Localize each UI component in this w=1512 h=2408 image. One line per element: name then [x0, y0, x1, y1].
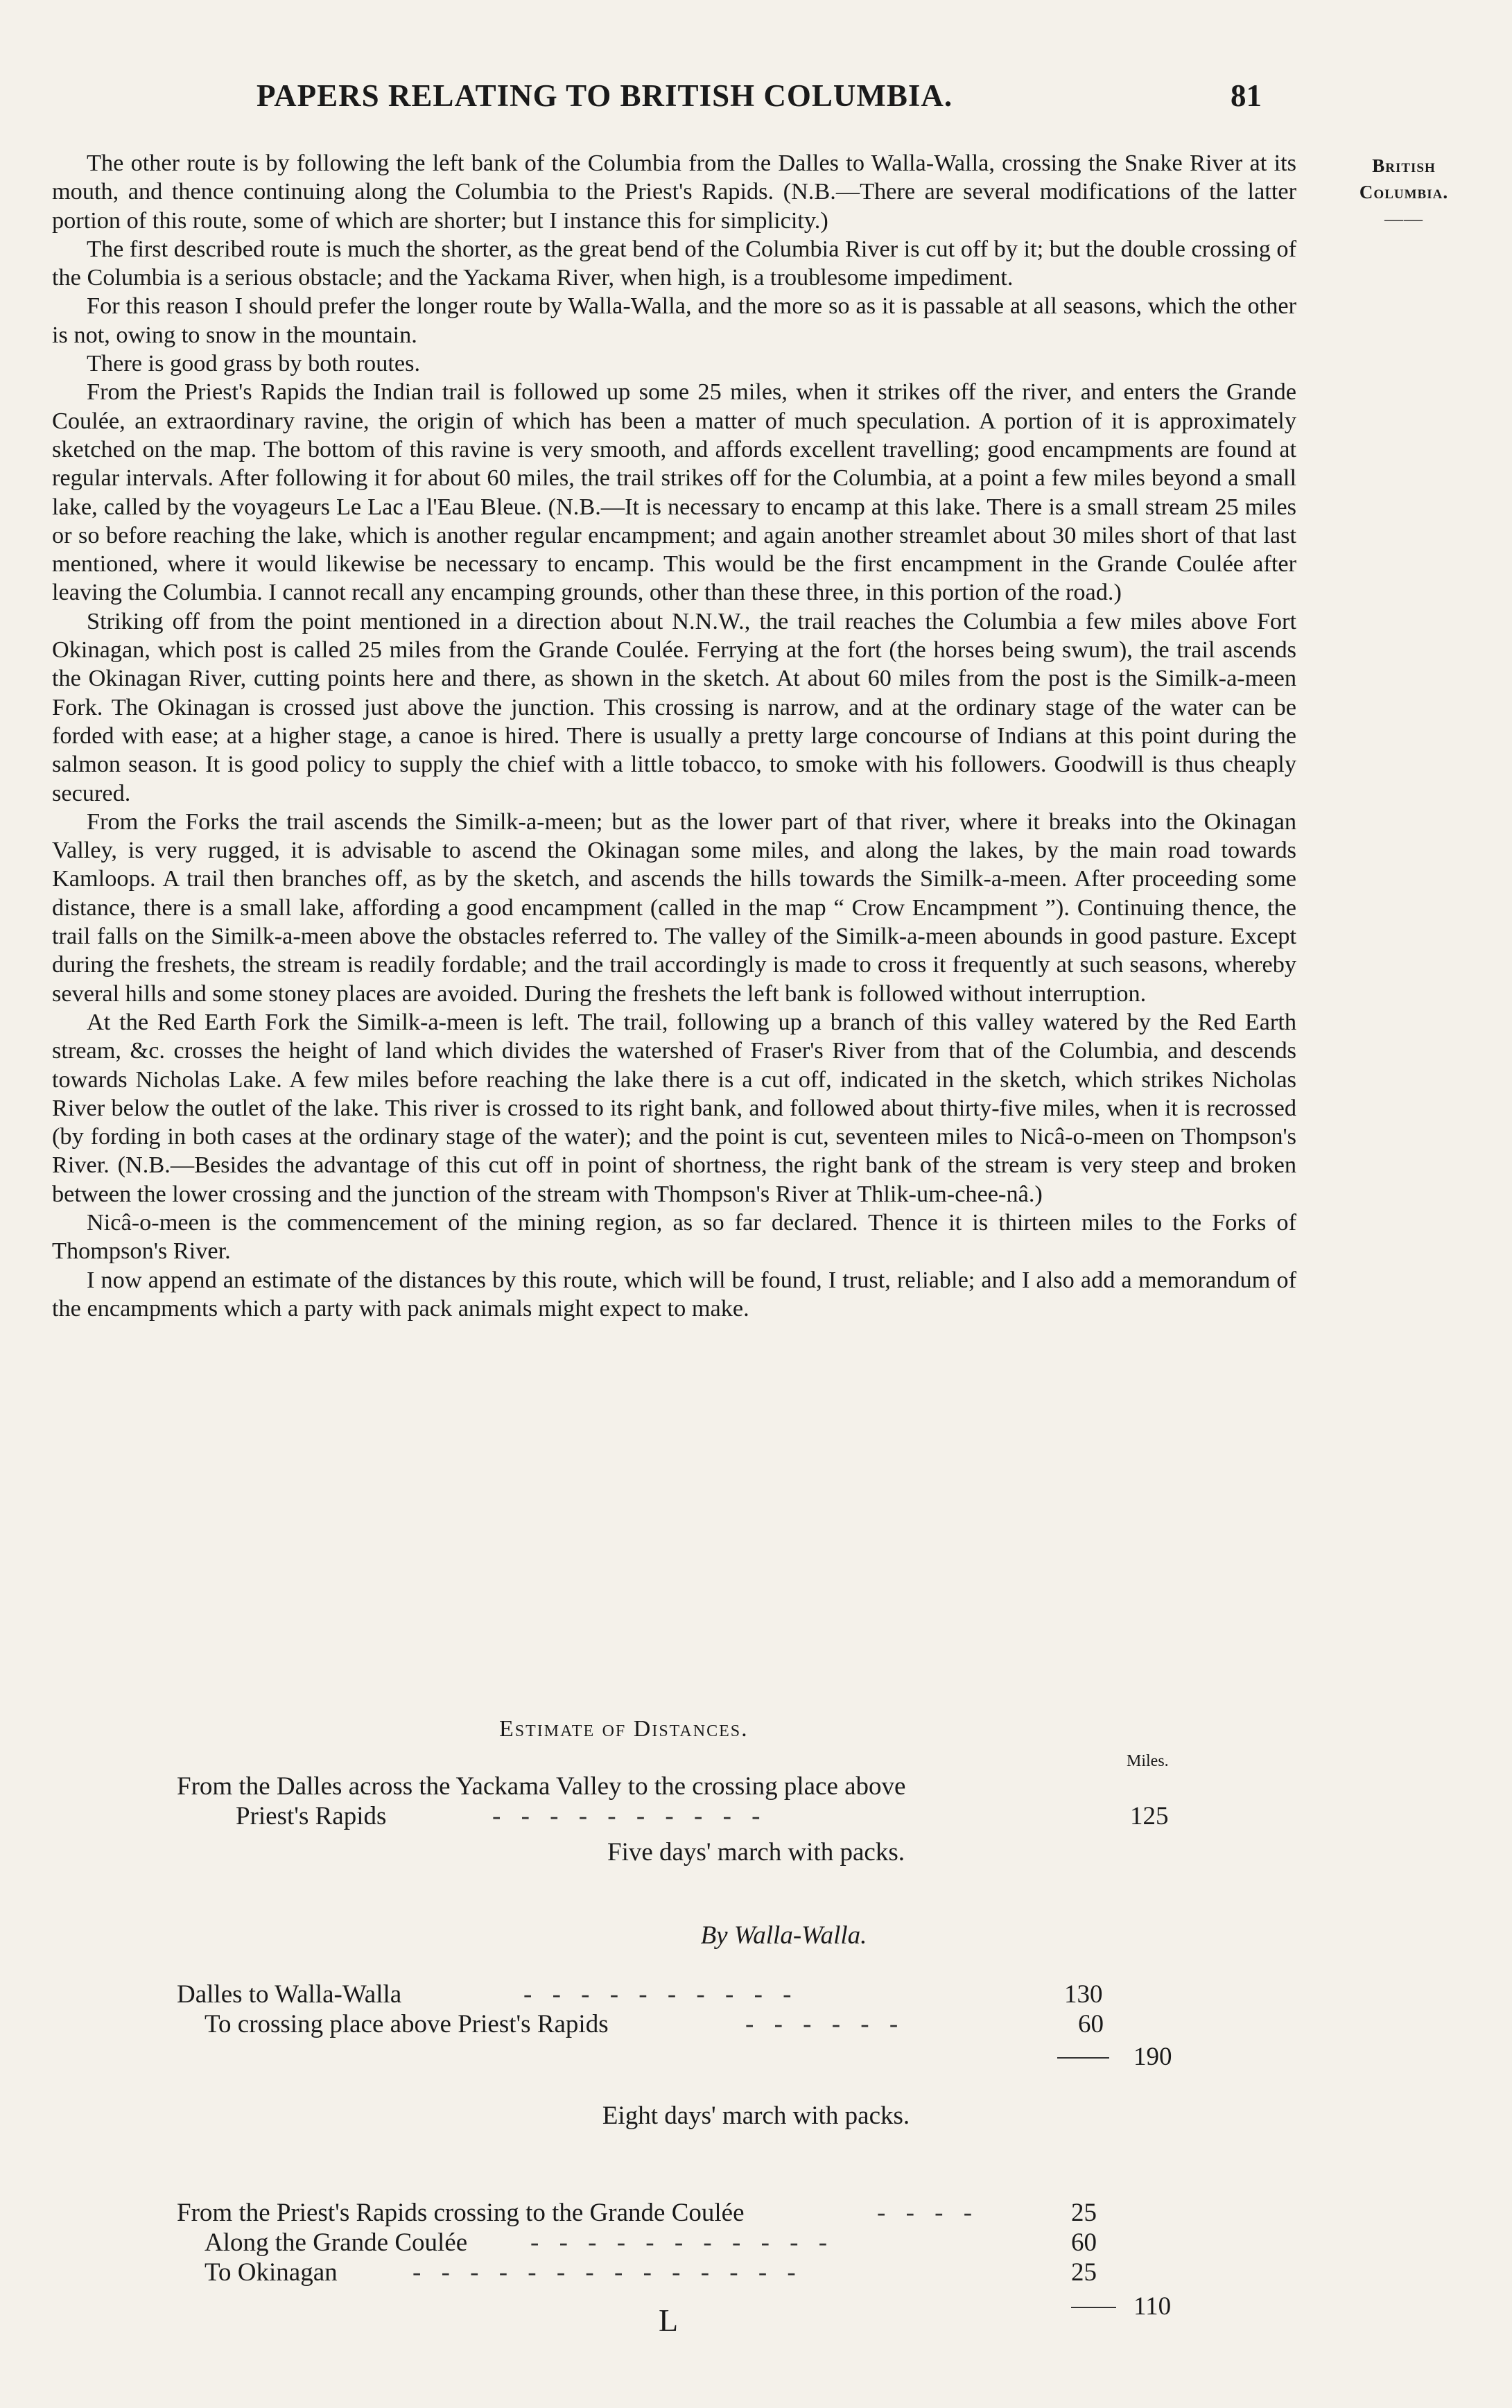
margin-note	[1321, 153, 1487, 232]
paragraph: From the Forks the trail ascends the Similk-a-meen; but as the lower part of that river, where it breaks into the Okinagan Valley, is very rugged, it is advisable to ascend the Okinagan some miles, and along the lakes, by the main road towards Kamloops. A trail then branches off, as by the sketch, and ascends the hills towards the Similk-a-meen. After proceeding some distance, there is a small lake, affording a good encampment (called in the map “ Crow Encampment ”). Continuing thence, the trail falls on the Similk-a-meen above the obstacles referred to. The valley of the Similk-a-meen abounds in good pasture. Except during the freshets, the stream is readily fordable; and the trail accordingly is made to cross it frequently at such seasons, whereby several hills and some stoney places are avoided. During the freshets the left bank is followed without interruption.	[52, 808, 1296, 1007]
route2-row-label: To crossing place above Priest's Rapids	[205, 2010, 609, 2038]
paragraph: The first described route is much the shorter, as the great bend of the Columbia River is cut off by it; but the double crossing of the Columbia is a serious obstacle; and the Yackama River, when high, is a troublesome impediment.	[52, 235, 1296, 291]
paragraph: From the Priest's Rapids the Indian trail is followed up some 25 miles, when it strikes off the river, and enters the Grande Coulée, an extraordinary ravine, the origin of which has been a matter of much speculation. A portion of it is approximately sketched on the map. The bottom of this ravine is very smooth, and affords excellent travelling; good encampments are found at regular intervals. After following it for about 60 miles, the trail strikes off for the Columbia, at a point a few miles beyond a small lake, called by the voyageurs Le Lac a l'Eau Bleue. (N.B.—It is necessary to encamp at this lake. There is a small stream 25 miles or so before reaching the lake, which is another regular encampment; and again another streamlet about 30 miles short of that last mentioned, where it would likewise be necessary to encamp. This would be the first encampment in the Grande Coulée after leaving the Columbia. I cannot recall any encamping grounds, other than these three, in this portion of the road.)	[52, 379, 1296, 606]
paragraph: I now append an estimate of the distances by this route, which will be found, I trust, reliable; and I also add a memorandum of the encampments which a party with pack animals might expect to make.	[52, 1266, 1296, 1322]
route3-row-value: 60	[1071, 2228, 1097, 2257]
route3-row-value: 25	[1071, 2258, 1097, 2287]
leader-dashes: - - - - - - - - - - -	[530, 2228, 835, 2257]
body-text	[52, 149, 1296, 1323]
route3-total: 110	[1133, 2292, 1172, 2321]
route1-note: Five days' march with packs.	[607, 1838, 905, 1866]
route1-label-line1: From the Dalles across the Yackama Valley to the crossing place above	[177, 1772, 906, 1801]
sum-rule	[1057, 2057, 1109, 2059]
leader-dashes: - - - -	[877, 2199, 980, 2227]
route2-total: 190	[1133, 2043, 1172, 2071]
margin-note-line2: Columbia.	[1359, 182, 1449, 202]
leader-dashes: - - - - - - - - - -	[523, 1980, 799, 2009]
route1-total: 125	[1130, 1802, 1169, 1830]
estimate-title: Estimate of Distances.	[499, 1716, 749, 1742]
page-number: 81	[1231, 78, 1262, 113]
sum-rule	[1071, 2307, 1116, 2308]
route2-row-label: Dalles to Walla-Walla	[177, 1980, 402, 2009]
route3-row-label: Along the Grande Coulée	[205, 2228, 468, 2257]
paragraph: For this reason I should prefer the longer route by Walla-Walla, and the more so as it is passable at all seasons, which the other is not, owing to snow in the mountain.	[52, 293, 1296, 348]
paragraph: There is good grass by both routes.	[87, 350, 421, 377]
route2-row-value: 130	[1064, 1980, 1103, 2009]
leader-dashes: - - - - - -	[745, 2010, 905, 2038]
route1-label-line2: Priest's Rapids	[236, 1802, 387, 1830]
miles-column-header: Miles.	[1127, 1752, 1169, 1770]
running-title: PAPERS RELATING TO BRITISH COLUMBIA.	[257, 78, 953, 113]
route3-row-value: 25	[1071, 2199, 1097, 2227]
route3-row-label: From the Priest's Rapids crossing to the Grande Coulée	[177, 2199, 745, 2227]
paragraph: Striking off from the point mentioned in a direction about N.N.W., the trail reaches the Columbia a few miles above Fort Okinagan, which post is called 25 miles from the Grande Coulée. Ferrying at the fort (the horses being swum), the trail ascends the Okinagan River, cutting points here and there, as shown in the sketch. At about 60 miles from the post is the Similk-a-meen Fork. The Okinagan is crossed just above the junction. This crossing is narrow, and at the ordinary stage of the water can be forded with ease; at a higher stage, a canoe is hired. There is usually a pretty large concourse of Indians at this point during the salmon season. It is good policy to supply the chief with a little tobacco, to smoke with his followers. Goodwill is thus cheaply secured.	[52, 607, 1296, 806]
route2-note: Eight days' march with packs.	[602, 2102, 910, 2130]
margin-note-dash: ——	[1384, 208, 1423, 229]
paragraph: Nicâ-o-meen is the commencement of the mining region, as so far declared. Thence it is thirteen miles to the Forks of Thompson's River.	[52, 1209, 1296, 1265]
section-heading: By Walla-Walla.	[700, 1921, 867, 1950]
page-header	[0, 78, 1512, 119]
leader-dashes: - - - - - - - - - -	[492, 1802, 767, 1830]
paragraph: At the Red Earth Fork the Similk-a-meen is left. The trail, following up a branch of this valley watered by the Red Earth stream, &c. crosses the height of land which divides the watershed of Fraser's River from that of the Columbia, and descends towards Nicholas Lake. A few miles before reaching the lake there is a cut off, indicated in the sketch, which strikes Nicholas River below the outlet of the lake. This river is crossed to its right bank, and followed about thirty-five miles, when it is recrossed (by fording in both cases at the ordinary stage of the water); and the point is cut, seventeen miles to Nicâ-o-meen on Thompson's River. (N.B.—Besides the advantage of this cut off in point of shortness, the right bank of the stream is very steep and broken between the lower crossing and the junction of the stream with Thompson's River at Thlik-um-chee-nâ.)	[52, 1008, 1296, 1207]
leader-dashes: - - - - - - - - - - - - - -	[412, 2258, 803, 2287]
signature-mark: L	[659, 2303, 679, 2338]
route3-row-label: To Okinagan	[205, 2258, 338, 2287]
paragraph: The other route is by following the left bank of the Columbia from the Dalles to Walla-Walla, crossing the Snake River at its mouth, and thence continuing along the Columbia to the Priest's Rapids. (N.B.—There are several modifications of the latter portion of this route, some of which are shorter; but I instance this for simplicity.)	[52, 150, 1296, 234]
route2-row-value: 60	[1078, 2010, 1104, 2038]
margin-note-line1: British	[1372, 155, 1436, 176]
